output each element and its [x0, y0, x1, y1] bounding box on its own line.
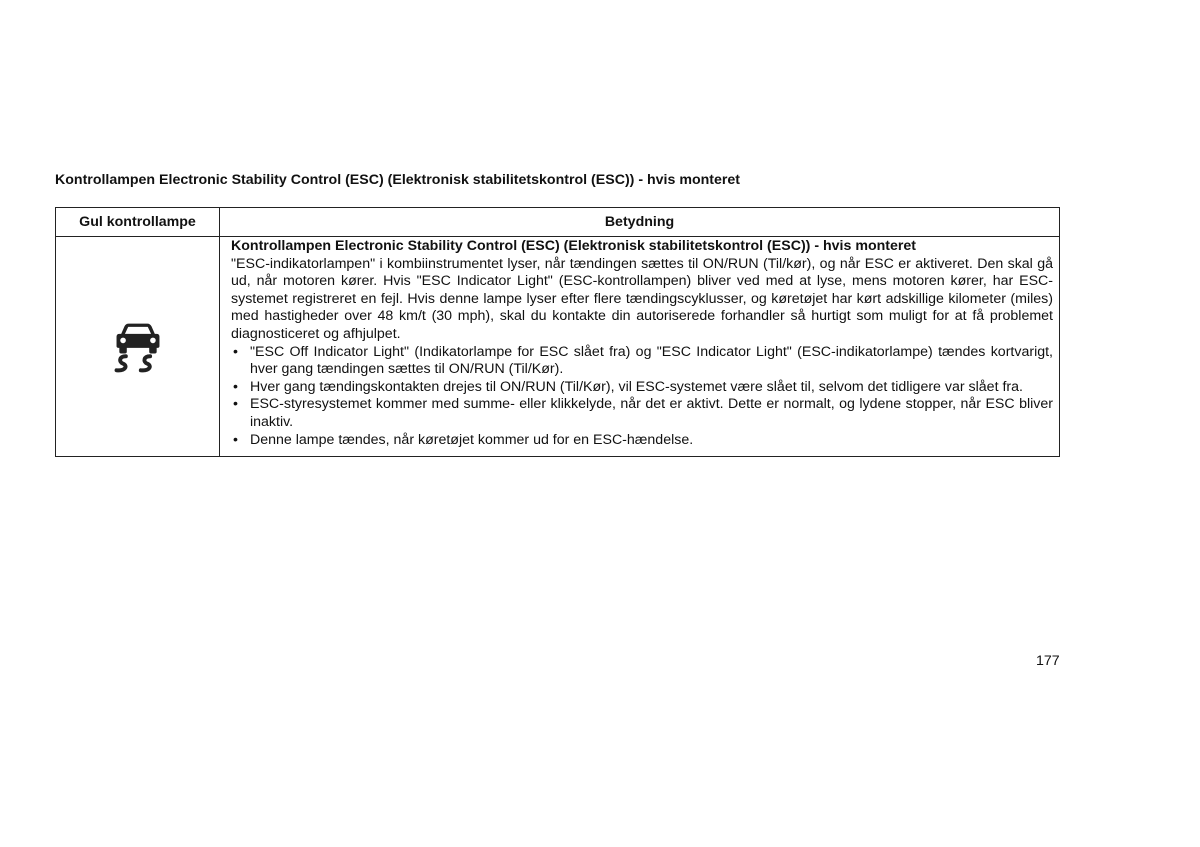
warning-lamp-table: [55, 207, 1060, 457]
column-header-meaning: Betydning: [220, 208, 1060, 237]
list-item: • Hver gang tændingskontakten drejes til ON/RUN (Til/Kør), vil ESC-systemet være slået til, selvom det tidligere var slået fra.: [231, 379, 1053, 397]
column-header-lamp: Gul kontrollampe: [56, 208, 220, 237]
table-header-row: [56, 208, 1060, 237]
description-bullet-list: [231, 344, 1053, 450]
list-item: • "ESC Off Indicator Light" (Indikatorlampe for ESC slået fra) og "ESC Indicator Light" (ESC-indikatorlampe) tændes kortvarigt, hver gang tændingen sættes til ON/RUN (Til/Kør).: [231, 344, 1053, 379]
esc-skidding-car-icon: [110, 318, 166, 374]
description-paragraph: "ESC-indikatorlampen" i kombiinstrumentet lyser, når tændingen sættes til ON/RUN (Til/kør), og når ESC er aktiveret. Den skal gå ud, når motoren kører. Hvis "ESC Indicator Light" (ESC-kontrollampen) bliver ved med at lyse, mens motoren kører, har ESC-systemet registreret en fejl. Hvis denne lampe lyser efter flere tændingscyklusser, og køretøjet har kørt adskillige kilometer (miles) med hastigheder over 48 km/t (30 mph), skal du kontakte din autoriserede forhandler så hurtigt som muligt for at få problemet diagnosticeret og afhjulpet.: [231, 255, 1053, 342]
page-number: 177: [1036, 653, 1060, 669]
lamp-icon-cell: [56, 237, 220, 457]
description-title: Kontrollampen Electronic Stability Control (ESC) (Elektronisk stabilitetskontrol (ESC)) - hvis monteret: [231, 238, 917, 254]
list-item: • Denne lampe tændes, når køretøjet kommer ud for en ESC-hændelse.: [231, 432, 1053, 450]
lamp-description-cell: [220, 237, 1060, 457]
table-row: [56, 237, 1060, 457]
list-item: • ESC-styresystemet kommer med summe- eller klikkelyde, når det er aktivt. Dette er normalt, og lydene stopper, når ESC bliver inaktiv.: [231, 396, 1053, 431]
section-heading: Kontrollampen Electronic Stability Control (ESC) (Elektronisk stabilitetskontrol (ESC)) - hvis monteret: [55, 172, 741, 188]
